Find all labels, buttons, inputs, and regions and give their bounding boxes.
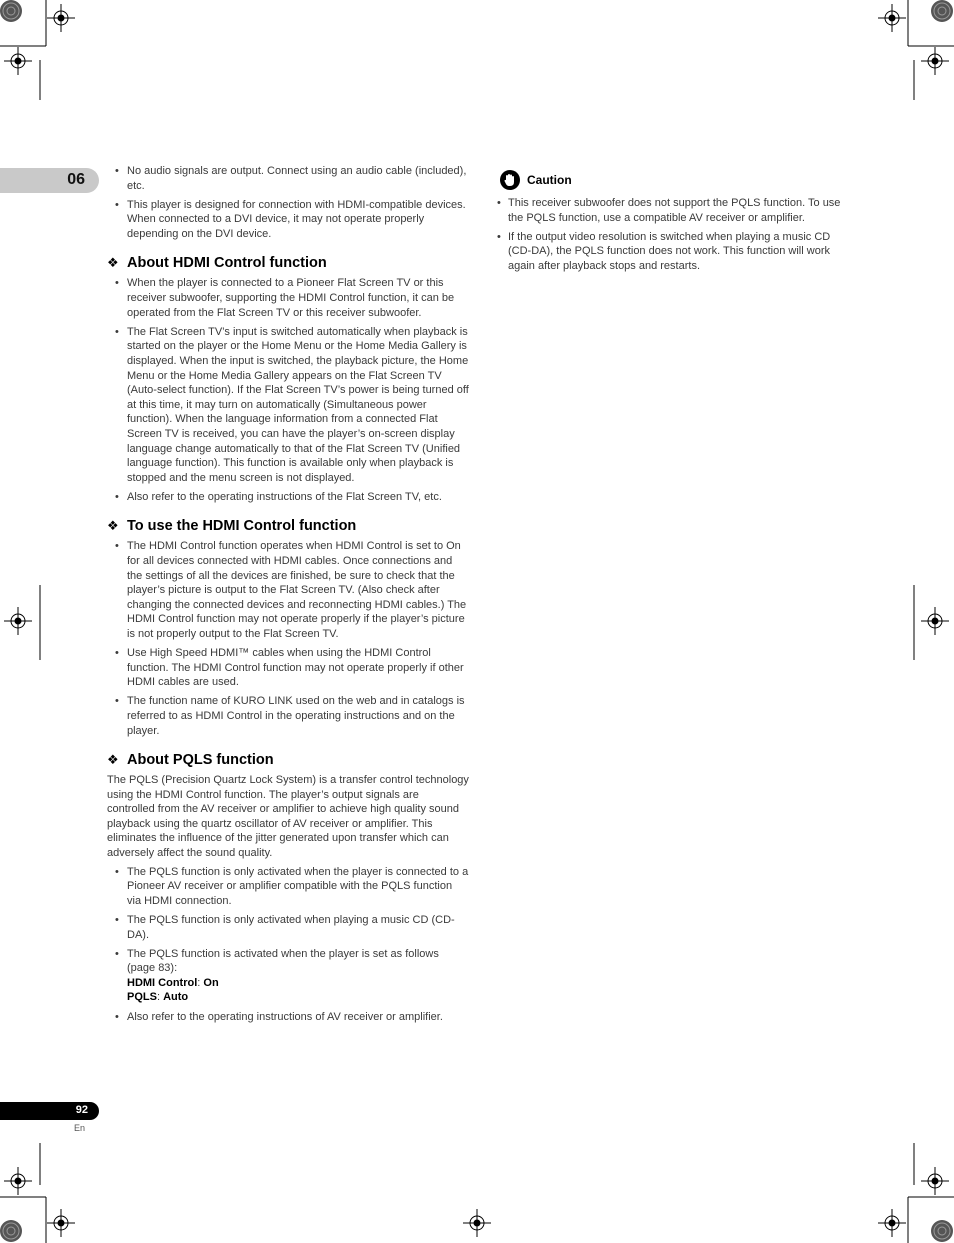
- right-column: [497, 170, 849, 278]
- registration-target-icon: [4, 1167, 32, 1195]
- registration-target-icon: [47, 1209, 75, 1237]
- pqls-bullet-list: [107, 865, 469, 1024]
- setting-value: On: [203, 976, 219, 989]
- setting-separator: :: [156, 991, 164, 1004]
- use-hdmi-control-bullet-list: [107, 539, 469, 738]
- chapter-number: 06: [67, 171, 85, 188]
- intro-bullet-list: [107, 164, 469, 241]
- list-item: • When the player is connected to a Pioneer Flat Screen TV or this receiver subwoofer, supporting the HDMI Control function, it can be operated from the Flat Screen TV or this receiver subwoofer.: [107, 276, 469, 320]
- hdmi-control-bullet-list: [107, 276, 469, 504]
- setting-name: HDMI Control: [127, 976, 198, 989]
- list-item: • If the output video resolution is switched when playing a music CD (CD-DA), the PQLS function does not work. This function will work again after playback stops and restarts.: [497, 230, 849, 274]
- registration-disc-icon: [0, 1220, 22, 1242]
- registration-disc-icon: [0, 0, 22, 22]
- diamond-bullet-icon: ❖: [107, 518, 119, 534]
- registration-target-icon: [921, 1167, 949, 1195]
- list-item: • No audio signals are output. Connect using an audio cable (included), etc.: [107, 164, 469, 193]
- caution-title: Caution: [527, 173, 572, 187]
- registration-target-icon: [47, 4, 75, 32]
- setting-separator: :: [197, 976, 204, 989]
- registration-target-icon: [4, 47, 32, 75]
- list-item: • This player is designed for connection with HDMI-compatible devices. When connected to a DVI device, it may not operate properly depending on the DVI device.: [107, 198, 469, 242]
- section-title: To use the HDMI Control function: [127, 518, 357, 535]
- section-heading-pqls: [107, 752, 469, 768]
- language-label: En: [74, 1123, 86, 1133]
- registration-disc-icon: [931, 1220, 953, 1242]
- registration-target-icon: [878, 4, 906, 32]
- list-item: • The Flat Screen TV’s input is switched automatically when playback is started on the player or the Home Menu or the Home Media Gallery is displayed. When the input is switched, the playback picture, the Home Menu or the Home Media Gallery appears on the Flat Screen TV (Auto-select function). If the Flat Screen TV’s power is being turned off at this time, it may turn on automatically (Simultaneous power function). When the language information from a connected Flat Screen TV is received, you can have the player’s on-screen display language change automatically to that of the Flat Screen TV (Unified language function). This function is available only when playback is stopped and the menu screen is not displayed.: [107, 325, 469, 486]
- list-item: • This receiver subwoofer does not support the PQLS function. To use the PQLS function, use a compatible AV receiver or amplifier.: [497, 196, 849, 225]
- registration-target-icon: [878, 1209, 906, 1237]
- caution-heading: [497, 170, 849, 190]
- list-item: • The function name of KURO LINK used on the web and in catalogs is referred to as HDMI Control in the operating instructions and on the player.: [107, 694, 469, 738]
- section-title: About HDMI Control function: [127, 255, 327, 272]
- hand-stop-icon: [500, 170, 520, 190]
- section-heading-hdmi-control: [107, 255, 469, 271]
- registration-target-icon: [921, 607, 949, 635]
- pqls-paragraph: The PQLS (Precision Quartz Lock System) is a transfer control technology using the HDMI Control function. The player’s output signals are controlled from the AV receiver or amplifier to achieve high quality sound playback using the quartz oscillator of AV receiver or amplifier. This eliminates the influence of the jitter generated upon transfer which can adversely affect the sound quality.: [107, 774, 469, 860]
- chapter-tab: [0, 168, 99, 193]
- list-item: • The HDMI Control function operates when HDMI Control is set to On for all devices connected with HDMI cables. Once connections and the settings of all the devices are finished, be sure to check that the player’s picture is output to the Flat Screen TV. (Also check after changing the connected devices and reconnecting HDMI cables.) The HDMI Control function may not operate properly if the player’s picture is not properly output to the Flat Screen TV.: [107, 539, 469, 641]
- list-item: • Also refer to the operating instructions of the Flat Screen TV, etc.: [107, 490, 469, 505]
- list-item: • The PQLS function is only activated when the player is connected to a Pioneer AV receiver or amplifier compatible with the PQLS function via HDMI connection.: [107, 865, 469, 909]
- page-number: 92: [75, 1104, 88, 1116]
- list-item-settings: [107, 947, 469, 1005]
- page-number-tab: [0, 1102, 99, 1120]
- section-heading-use-hdmi-control: [107, 518, 469, 534]
- registration-target-icon: [463, 1209, 491, 1237]
- registration-target-icon: [921, 47, 949, 75]
- registration-target-icon: [4, 607, 32, 635]
- section-title: About PQLS function: [127, 752, 274, 769]
- diamond-bullet-icon: ❖: [107, 255, 119, 271]
- setting-value: Auto: [163, 991, 189, 1004]
- list-item: • The PQLS function is only activated when playing a music CD (CD-DA).: [107, 913, 469, 942]
- setting-name: PQLS: [127, 991, 157, 1004]
- list-item: • Also refer to the operating instructions of AV receiver or amplifier.: [107, 1010, 469, 1025]
- settings-intro: The PQLS function is activated when the player is set as follows (page 83):: [127, 947, 439, 975]
- caution-bullet-list: [497, 196, 849, 273]
- registration-disc-icon: [931, 0, 953, 22]
- list-item: • Use High Speed HDMI™ cables when using the HDMI Control function. The HDMI Control function may not operate properly if other HDMI cables are used.: [107, 646, 469, 690]
- left-column: [107, 164, 469, 1029]
- diamond-bullet-icon: ❖: [107, 752, 119, 768]
